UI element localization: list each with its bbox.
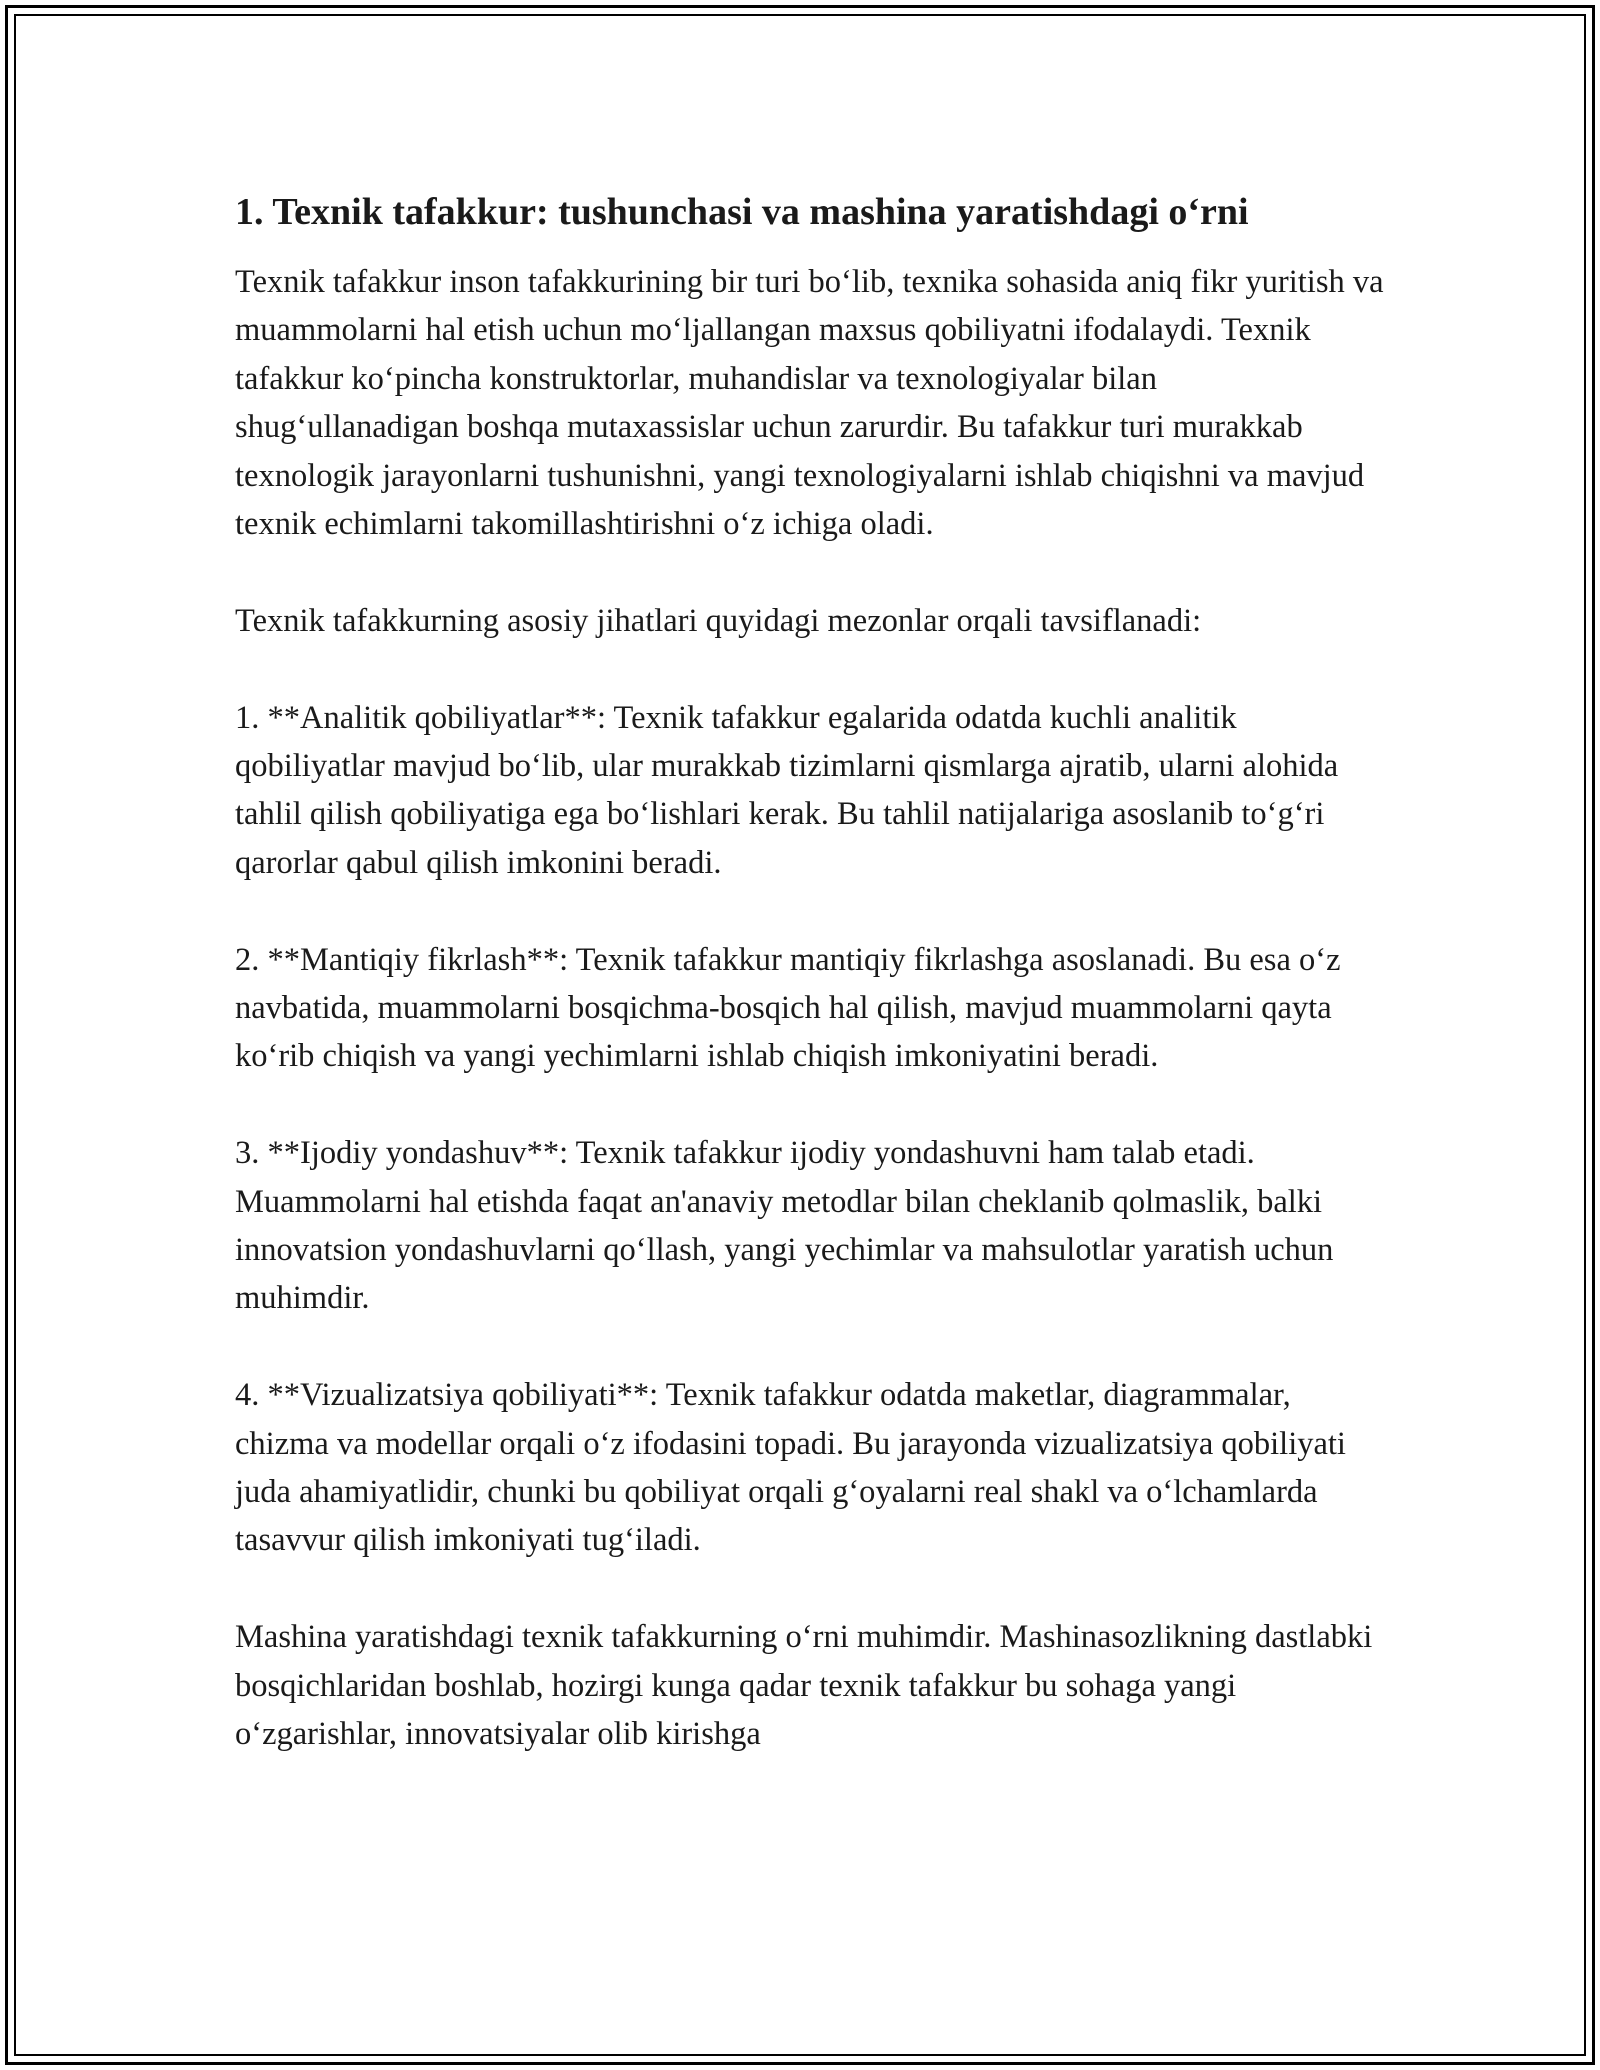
paragraph-criteria-intro: Texnik tafakkurning asosiy jihatlari quyidagi mezonlar orqali tavsiflanadi: — [235, 602, 1202, 639]
list-item-logic: 2. **Mantiqiy fikrlash**: Texnik tafakkur mantiqiy fikrlashga asoslanadi. Bu esa o‘z navbatida, muammolarni bosqichma-bosqich hal qilish, mavjud muammolarni qayta ko‘rib chiqish va yangi yechimlarni ishlab chiqish imkoniyatini beradi. — [235, 941, 1341, 1075]
list-item-creative: 3. **Ijodiy yondashuv**: Texnik tafakkur ijodiy yondashuvni ham talab etadi. Muammolarni hal etishda faqat an'anaviy metodlar bilan cheklanib qolmaslik, balki innovatsion yondashuvlarni qo‘llash, yangi yechimlar va mahsulotlar yaratish uchun muhimdir. — [235, 1135, 1334, 1317]
section-heading: 1. Texnik tafakkur: tushunchasi va mashina yaratishdagi o‘rni — [235, 191, 1249, 233]
document-body — [235, 186, 1385, 1759]
list-item-analytic: 1. **Analitik qobiliyatlar**: Texnik tafakkur egalarida odatda kuchli analitik qobiliyatlar mavjud bo‘lib, ular murakkab tizimlarni qismlarga ajratib, ularni alohida tahlil qilish qobiliyatiga ega bo‘lishlari kerak. Bu tahlil natijalariga asoslanib to‘g‘ri qarorlar qabul qilish imkonini beradi. — [235, 699, 1339, 881]
paragraph-intro: Texnik tafakkur inson tafakkurining bir turi bo‘lib, texnika sohasida aniq fikr yuritish va muammolarni hal etish uchun mo‘ljallangan maxsus qobiliyatni ifodalaydi. Texnik tafakkur ko‘pincha konstruktorlar, muhandislar va texnologiyalar bilan shug‘ullanadigan boshqa mutaxassislar uchun zarurdir. Bu tafakkur turi murakkab texnologik jarayonlarni tushunishni, yangi texnologiyalarni ishlab chiqishni va mavjud texnik echimlarni takomillashtirishni o‘z ichiga oladi. — [235, 264, 1384, 543]
paragraph-machine-role: Mashina yaratishdagi texnik tafakkurning o‘rni muhimdir. Mashinasozlikning dastlabki bosqichlaridan boshlab, hozirgi kunga qadar texnik tafakkur bu sohaga yangi o‘zgarishlar, innovatsiyalar olib kirishga — [235, 1619, 1373, 1753]
list-item-visualization: 4. **Vizualizatsiya qobiliyati**: Texnik tafakkur odatda maketlar, diagrammalar, chizma va modellar orqali o‘z ifodasini topadi. Bu jarayonda vizualizatsiya qobiliyati juda ahamiyatlidir, chunki bu qobiliyat orqali g‘oyalarni real shakl va o‘lchamlarda tasavvur qilish imkoniyati tug‘iladi. — [235, 1377, 1346, 1559]
